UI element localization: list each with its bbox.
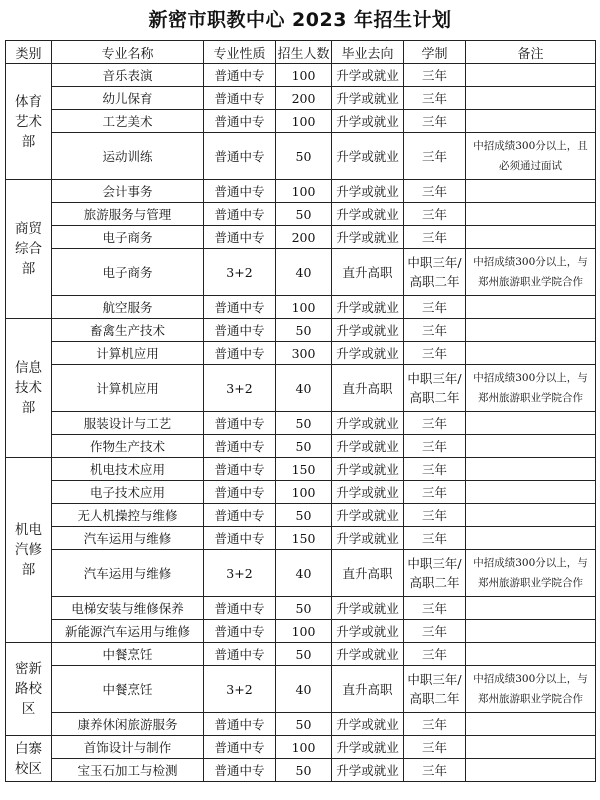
destination-cell: 升学或就业 bbox=[332, 64, 404, 87]
count-cell: 100 bbox=[276, 296, 332, 319]
table-row bbox=[6, 365, 596, 412]
destination-cell: 升学或就业 bbox=[332, 226, 404, 249]
major-cell: 汽车运用与维修 bbox=[52, 550, 204, 597]
table-row bbox=[6, 110, 596, 133]
destination-cell: 升学或就业 bbox=[332, 180, 404, 203]
table-row bbox=[6, 319, 596, 342]
table-row bbox=[6, 481, 596, 504]
major-cell: 中餐烹饪 bbox=[52, 643, 204, 666]
table-row bbox=[6, 133, 596, 180]
type-cell: 普通中专 bbox=[204, 458, 276, 481]
type-cell: 3+2 bbox=[204, 365, 276, 412]
enrollment-table bbox=[5, 40, 596, 782]
table-row bbox=[6, 296, 596, 319]
table-row bbox=[6, 620, 596, 643]
note-cell: 中招成绩300分以上，与郑州旅游职业学院合作 bbox=[466, 365, 596, 412]
count-cell: 40 bbox=[276, 666, 332, 713]
header-count: 招生人数 bbox=[276, 41, 332, 64]
note-cell bbox=[466, 319, 596, 342]
note-cell bbox=[466, 412, 596, 435]
header-type: 专业性质 bbox=[204, 41, 276, 64]
duration-cell: 三年 bbox=[404, 435, 466, 458]
page-title: 新密市职教中心 2023 年招生计划 bbox=[148, 9, 452, 31]
note-cell bbox=[466, 296, 596, 319]
destination-cell: 升学或就业 bbox=[332, 620, 404, 643]
count-cell: 50 bbox=[276, 412, 332, 435]
count-cell: 50 bbox=[276, 203, 332, 226]
destination-cell: 升学或就业 bbox=[332, 736, 404, 759]
table-row bbox=[6, 527, 596, 550]
table-row bbox=[6, 435, 596, 458]
note-cell bbox=[466, 435, 596, 458]
count-cell: 50 bbox=[276, 319, 332, 342]
destination-cell: 升学或就业 bbox=[332, 481, 404, 504]
destination-cell: 升学或就业 bbox=[332, 133, 404, 180]
note-cell bbox=[466, 64, 596, 87]
header-note: 备注 bbox=[466, 41, 596, 64]
note-cell bbox=[466, 87, 596, 110]
note-cell bbox=[466, 713, 596, 736]
duration-cell: 三年 bbox=[404, 87, 466, 110]
destination-cell: 直升高职 bbox=[332, 249, 404, 296]
major-cell: 服装设计与工艺 bbox=[52, 412, 204, 435]
count-cell: 100 bbox=[276, 180, 332, 203]
table-row bbox=[6, 180, 596, 203]
table-header-row bbox=[6, 41, 596, 64]
major-cell: 电子商务 bbox=[52, 226, 204, 249]
table-row bbox=[6, 342, 596, 365]
count-cell: 40 bbox=[276, 550, 332, 597]
count-cell: 100 bbox=[276, 481, 332, 504]
major-cell: 运动训练 bbox=[52, 133, 204, 180]
count-cell: 50 bbox=[276, 597, 332, 620]
note-cell bbox=[466, 203, 596, 226]
major-cell: 康养休闲旅游服务 bbox=[52, 713, 204, 736]
duration-cell: 三年 bbox=[404, 597, 466, 620]
major-cell: 计算机应用 bbox=[52, 365, 204, 412]
destination-cell: 升学或就业 bbox=[332, 412, 404, 435]
destination-cell: 升学或就业 bbox=[332, 527, 404, 550]
note-cell bbox=[466, 620, 596, 643]
major-cell: 计算机应用 bbox=[52, 342, 204, 365]
count-cell: 40 bbox=[276, 249, 332, 296]
destination-cell: 升学或就业 bbox=[332, 435, 404, 458]
note-cell bbox=[466, 643, 596, 666]
count-cell: 100 bbox=[276, 64, 332, 87]
type-cell: 普通中专 bbox=[204, 713, 276, 736]
note-cell bbox=[466, 481, 596, 504]
major-cell: 旅游服务与管理 bbox=[52, 203, 204, 226]
note-cell bbox=[466, 597, 596, 620]
header-major: 专业名称 bbox=[52, 41, 204, 64]
type-cell: 普通中专 bbox=[204, 87, 276, 110]
destination-cell: 升学或就业 bbox=[332, 597, 404, 620]
duration-cell: 三年 bbox=[404, 527, 466, 550]
note-cell bbox=[466, 458, 596, 481]
table-row bbox=[6, 666, 596, 713]
type-cell: 普通中专 bbox=[204, 296, 276, 319]
type-cell: 普通中专 bbox=[204, 226, 276, 249]
department-cell: 信息技术部 bbox=[6, 319, 52, 458]
count-cell: 150 bbox=[276, 458, 332, 481]
duration-cell: 三年 bbox=[404, 713, 466, 736]
destination-cell: 升学或就业 bbox=[332, 203, 404, 226]
destination-cell: 升学或就业 bbox=[332, 504, 404, 527]
duration-cell: 三年 bbox=[404, 412, 466, 435]
duration-cell: 三年 bbox=[404, 110, 466, 133]
department-cell: 白寨校区 bbox=[6, 736, 52, 782]
table-row bbox=[6, 249, 596, 296]
count-cell: 100 bbox=[276, 620, 332, 643]
table-row bbox=[6, 550, 596, 597]
count-cell: 200 bbox=[276, 226, 332, 249]
note-cell: 中招成绩300分以上，且必须通过面试 bbox=[466, 133, 596, 180]
count-cell: 200 bbox=[276, 87, 332, 110]
duration-cell: 三年 bbox=[404, 736, 466, 759]
table-row bbox=[6, 412, 596, 435]
type-cell: 3+2 bbox=[204, 666, 276, 713]
type-cell: 普通中专 bbox=[204, 597, 276, 620]
major-cell: 机电技术应用 bbox=[52, 458, 204, 481]
note-cell bbox=[466, 180, 596, 203]
note-cell bbox=[466, 527, 596, 550]
duration-cell: 三年 bbox=[404, 296, 466, 319]
department-cell: 密新路校区 bbox=[6, 643, 52, 736]
destination-cell: 升学或就业 bbox=[332, 458, 404, 481]
count-cell: 50 bbox=[276, 435, 332, 458]
duration-cell: 三年 bbox=[404, 759, 466, 782]
duration-cell: 三年 bbox=[404, 226, 466, 249]
major-cell: 首饰设计与制作 bbox=[52, 736, 204, 759]
count-cell: 100 bbox=[276, 736, 332, 759]
destination-cell: 直升高职 bbox=[332, 666, 404, 713]
type-cell: 普通中专 bbox=[204, 180, 276, 203]
type-cell: 普通中专 bbox=[204, 620, 276, 643]
count-cell: 100 bbox=[276, 110, 332, 133]
destination-cell: 升学或就业 bbox=[332, 296, 404, 319]
type-cell: 3+2 bbox=[204, 249, 276, 296]
type-cell: 普通中专 bbox=[204, 759, 276, 782]
duration-cell: 三年 bbox=[404, 133, 466, 180]
table-row bbox=[6, 736, 596, 759]
header-duration: 学制 bbox=[404, 41, 466, 64]
type-cell: 3+2 bbox=[204, 550, 276, 597]
major-cell: 电子技术应用 bbox=[52, 481, 204, 504]
count-cell: 300 bbox=[276, 342, 332, 365]
type-cell: 普通中专 bbox=[204, 110, 276, 133]
type-cell: 普通中专 bbox=[204, 527, 276, 550]
duration-cell: 三年 bbox=[404, 643, 466, 666]
major-cell: 作物生产技术 bbox=[52, 435, 204, 458]
note-cell: 中招成绩300分以上，与郑州旅游职业学院合作 bbox=[466, 666, 596, 713]
major-cell: 宝玉石加工与检测 bbox=[52, 759, 204, 782]
destination-cell: 升学或就业 bbox=[332, 713, 404, 736]
destination-cell: 升学或就业 bbox=[332, 87, 404, 110]
count-cell: 50 bbox=[276, 713, 332, 736]
table-row bbox=[6, 597, 596, 620]
table-row bbox=[6, 504, 596, 527]
note-cell bbox=[466, 759, 596, 782]
duration-cell: 三年 bbox=[404, 620, 466, 643]
note-cell bbox=[466, 110, 596, 133]
type-cell: 普通中专 bbox=[204, 736, 276, 759]
duration-cell: 三年 bbox=[404, 319, 466, 342]
count-cell: 40 bbox=[276, 365, 332, 412]
count-cell: 50 bbox=[276, 504, 332, 527]
header-category: 类别 bbox=[6, 41, 52, 64]
major-cell: 中餐烹饪 bbox=[52, 666, 204, 713]
header-destination: 毕业去向 bbox=[332, 41, 404, 64]
note-cell bbox=[466, 504, 596, 527]
major-cell: 航空服务 bbox=[52, 296, 204, 319]
duration-cell: 三年 bbox=[404, 458, 466, 481]
note-cell bbox=[466, 736, 596, 759]
duration-cell: 中职三年/高职二年 bbox=[404, 550, 466, 597]
department-cell: 商贸综合部 bbox=[6, 180, 52, 319]
destination-cell: 升学或就业 bbox=[332, 643, 404, 666]
type-cell: 普通中专 bbox=[204, 435, 276, 458]
major-cell: 幼儿保育 bbox=[52, 87, 204, 110]
table-row bbox=[6, 203, 596, 226]
type-cell: 普通中专 bbox=[204, 504, 276, 527]
count-cell: 50 bbox=[276, 759, 332, 782]
destination-cell: 升学或就业 bbox=[332, 759, 404, 782]
duration-cell: 中职三年/高职二年 bbox=[404, 666, 466, 713]
major-cell: 音乐表演 bbox=[52, 64, 204, 87]
type-cell: 普通中专 bbox=[204, 133, 276, 180]
major-cell: 工艺美术 bbox=[52, 110, 204, 133]
type-cell: 普通中专 bbox=[204, 64, 276, 87]
duration-cell: 三年 bbox=[404, 481, 466, 504]
destination-cell: 升学或就业 bbox=[332, 319, 404, 342]
destination-cell: 升学或就业 bbox=[332, 110, 404, 133]
duration-cell: 三年 bbox=[404, 504, 466, 527]
count-cell: 50 bbox=[276, 643, 332, 666]
note-cell bbox=[466, 226, 596, 249]
table-row bbox=[6, 643, 596, 666]
table-row bbox=[6, 458, 596, 481]
type-cell: 普通中专 bbox=[204, 342, 276, 365]
duration-cell: 三年 bbox=[404, 342, 466, 365]
table-row bbox=[6, 64, 596, 87]
count-cell: 50 bbox=[276, 133, 332, 180]
major-cell: 电梯安装与维修保养 bbox=[52, 597, 204, 620]
department-cell: 体育艺术部 bbox=[6, 64, 52, 180]
note-cell bbox=[466, 342, 596, 365]
major-cell: 汽车运用与维修 bbox=[52, 527, 204, 550]
destination-cell: 直升高职 bbox=[332, 550, 404, 597]
department-cell: 机电汽修部 bbox=[6, 458, 52, 643]
major-cell: 畜禽生产技术 bbox=[52, 319, 204, 342]
table-row bbox=[6, 713, 596, 736]
count-cell: 150 bbox=[276, 527, 332, 550]
duration-cell: 三年 bbox=[404, 64, 466, 87]
duration-cell: 三年 bbox=[404, 180, 466, 203]
type-cell: 普通中专 bbox=[204, 203, 276, 226]
duration-cell: 三年 bbox=[404, 203, 466, 226]
major-cell: 会计事务 bbox=[52, 180, 204, 203]
type-cell: 普通中专 bbox=[204, 643, 276, 666]
note-cell: 中招成绩300分以上，与郑州旅游职业学院合作 bbox=[466, 249, 596, 296]
destination-cell: 直升高职 bbox=[332, 365, 404, 412]
duration-cell: 中职三年/高职二年 bbox=[404, 365, 466, 412]
table-row bbox=[6, 759, 596, 782]
duration-cell: 中职三年/高职二年 bbox=[404, 249, 466, 296]
note-cell: 中招成绩300分以上，与郑州旅游职业学院合作 bbox=[466, 550, 596, 597]
destination-cell: 升学或就业 bbox=[332, 342, 404, 365]
major-cell: 新能源汽车运用与维修 bbox=[52, 620, 204, 643]
type-cell: 普通中专 bbox=[204, 481, 276, 504]
table-row bbox=[6, 87, 596, 110]
major-cell: 电子商务 bbox=[52, 249, 204, 296]
major-cell: 无人机操控与维修 bbox=[52, 504, 204, 527]
type-cell: 普通中专 bbox=[204, 412, 276, 435]
type-cell: 普通中专 bbox=[204, 319, 276, 342]
table-row bbox=[6, 226, 596, 249]
